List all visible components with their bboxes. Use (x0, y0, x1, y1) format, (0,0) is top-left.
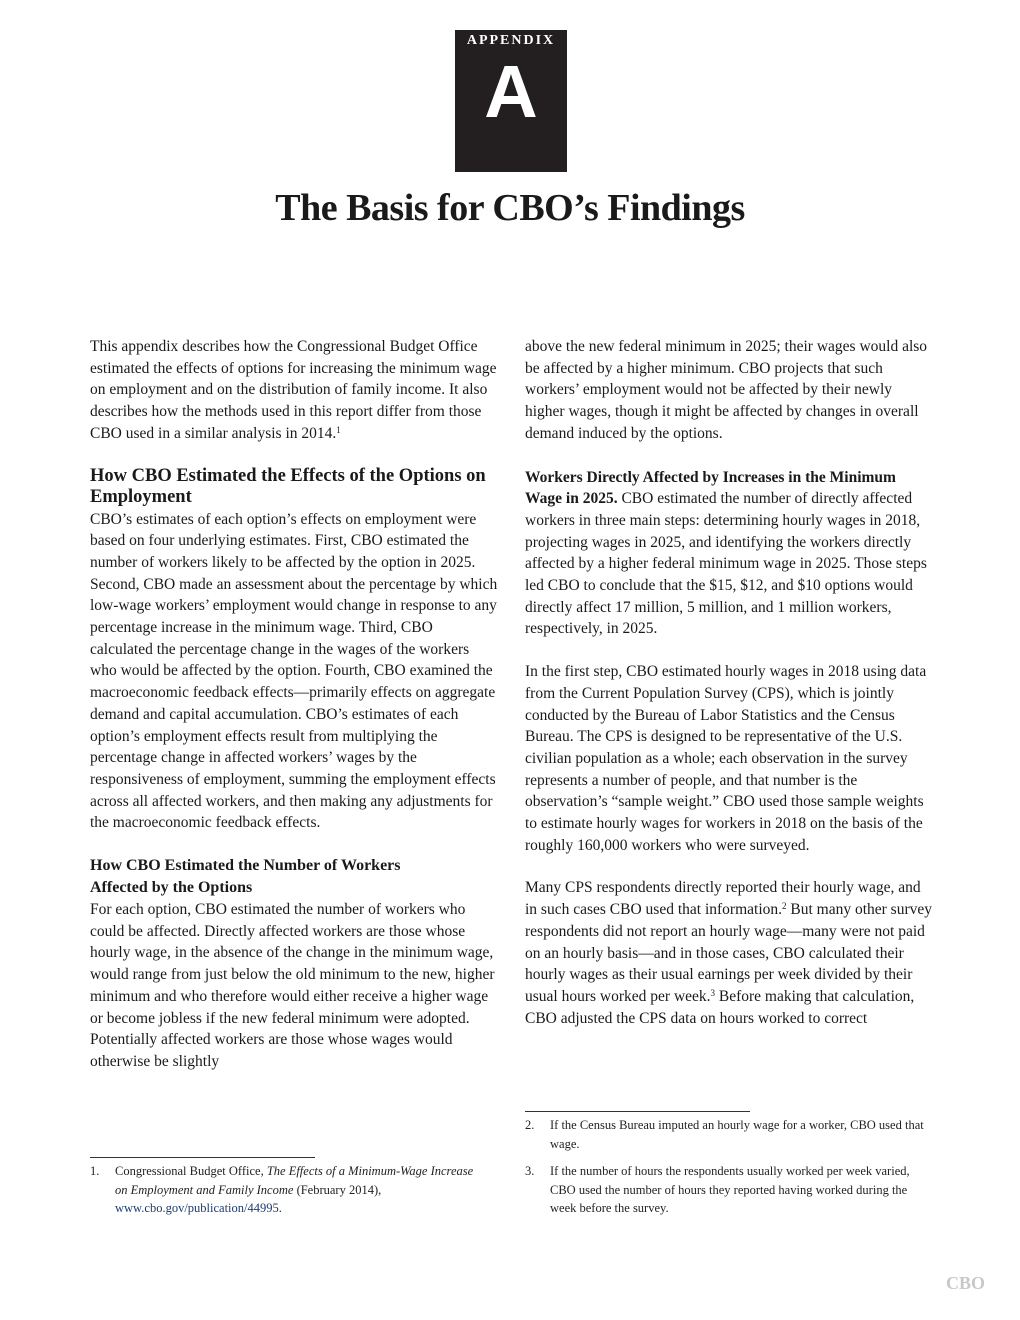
intro-paragraph (90, 336, 498, 445)
continued-paragraph: above the new federal minimum in 2025; their wages would also be affected by a higher minimum. CBO projects that such workers’ employment would not be affected by their newly higher wages, though it might be affected by changes in overall demand induced by the options. (525, 338, 928, 442)
left-column (90, 336, 498, 1094)
footnote-3-text: If the number of hours the respondents usually worked per week varied, CBO used the number of hours they reported having worked during the week before the survey. (550, 1164, 910, 1215)
page-title: The Basis for CBO’s Findings (275, 187, 745, 229)
directly-affected-text: CBO estimated the number of directly affected workers in three main steps: determining hourly wages in 2018, projecting wages in 2025, and identifying the workers directly affected by a higher federal minimum wage in 2025. Those steps led CBO to conclude that the $15, $12, and $10 options would directly affect 17 million, 5 million, and 1 million workers, respectively, in 2025. (525, 490, 927, 638)
workers-paragraph: For each option, CBO estimated the number of workers who could be affected. Directly affected workers are those whose hourly wage, in the absence of the change in the minimum wage, would range from just below the old minimum to the new, higher minimum and who therefore would either receive a higher wage or become jobless if the new federal minimum were adopted. Potentially affected workers are those whose wages would otherwise be slightly (90, 901, 495, 1070)
respondents-paragraph (525, 877, 933, 1029)
footnote-1-title: The Effects of a Minimum-Wage Increase on Employment and Family Income (115, 1164, 474, 1197)
footnote-1-end: . (278, 1201, 282, 1215)
appendix-label: APPENDIX (466, 33, 556, 48)
footnote-ref-3[interactable]: 3 (710, 987, 716, 998)
footnote-1-text: Congressional Budget Office, (115, 1164, 267, 1178)
directly-affected-paragraph (525, 467, 933, 641)
footnote-3 (525, 1162, 930, 1218)
respondents-text-c: Before making that calculation, CBO adjusted the CPS data on hours worked to correct (525, 987, 915, 1027)
respondents-text-a: Many CPS respondents directly reported their hourly wage, and in such cases CBO used that information. (525, 879, 921, 919)
subsection-heading-workers: How CBO Estimated the Number of Workers Affected by the Options (90, 857, 401, 897)
footnote-2 (525, 1116, 930, 1153)
footnote-ref-1[interactable]: 1 (336, 424, 341, 435)
section-heading-employment: How CBO Estimated the Effects of the Options on Employment (90, 465, 486, 508)
footnote-3-number: 3. (525, 1164, 535, 1178)
respondents-text-b: But many other survey respondents did not report an hourly wage—many were not paid on an hourly basis—and in those cases, CBO calculated their hourly wages as their usual earnings per week divided by their usual hours worked per week. (525, 901, 933, 1005)
cbo-logo: CBO (946, 1273, 986, 1293)
footnote-ref-2[interactable]: 2 (782, 901, 787, 912)
footnote-divider-right (525, 1111, 750, 1112)
intro-text: This appendix describes how the Congressional Budget Office estimated the effects of options for increasing the minimum wage on employment and on the distribution of family income. It also describes how the methods used in this report differ from those CBO used in a similar analysis in 2014. (90, 338, 497, 442)
right-column (525, 336, 933, 1050)
footnote-divider-left (90, 1157, 315, 1158)
footnote-2-number: 2. (525, 1118, 535, 1132)
footnote-1-date: (February 2014), (293, 1182, 382, 1197)
employment-paragraph: CBO’s estimates of each option’s effects on employment were based on four underlying estimates. First, CBO estimated the number of workers likely to be affected by the option in 2025. Second, CBO made an assessment about the percentage by which low-wage workers’ employment would change in response to any percentage increase in the minimum wage. Third, CBO calculated the percentage change in the wages of the workers who would be affected by the option. Fourth, CBO examined the macroeconomic feedback effects—primarily effects on aggregate demand and capital accumulation. CBO’s estimates of each option’s employment effects result from multiplying the percentage change in affected workers’ wages by the responsiveness of employment, summing the employment effects across all affected workers, and then making any adjustments for the macroeconomic feedback effects. (90, 510, 498, 832)
footnote-1-number: 1. (90, 1164, 100, 1178)
footnote-1 (90, 1162, 485, 1218)
runin-heading-directly-affected: Workers Directly Affected by Increases in the Minimum Wage in 2025. (525, 468, 896, 508)
footnote-1-link[interactable]: www.cbo.gov/publication/44995 (115, 1201, 279, 1215)
appendix-badge (455, 30, 567, 172)
footnote-2-text: If the Census Bureau imputed an hourly wage for a worker, CBO used that wage. (550, 1118, 924, 1151)
appendix-letter: A (484, 50, 538, 133)
first-step-paragraph: In the first step, CBO estimated hourly wages in 2018 using data from the Current Population Survey (CPS), which is jointly conducted by the Bureau of Labor Statistics and the Census Bureau. The CPS is designed to be representative of the U.S. civilian population as a whole; each observation in the survey represents a number of people, and that number is the observation’s “sample weight.” CBO used those sample weights to estimate hourly wages for workers in 2018 on the basis of the roughly 160,000 workers who were surveyed. (525, 663, 927, 854)
